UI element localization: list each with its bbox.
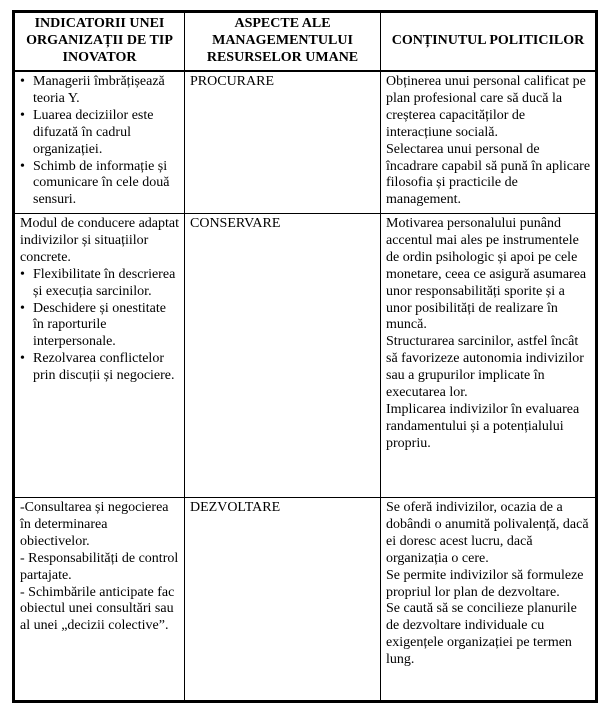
indicator-line: -Consultarea și negocierea în determinarea obiectivelor. [20,499,169,549]
list-item-text: Rezolvarea conflictelor prin discuții și negociere. [33,351,175,384]
cell-content-2 [381,213,597,497]
aspect-label: PROCURARE [190,73,275,89]
cell-content-1 [381,71,597,214]
list-item-text: Luarea deciziilor este difuzată în cadrul organizației. [33,107,154,157]
bullet-icon: • [20,351,25,367]
hr-policies-table [12,10,598,703]
list-item [20,267,180,301]
bullet-icon: • [20,158,25,174]
policy-paragraph: Obținerea unui personal calificat pe plan profesional care să ducă la creșterea capacităților de interacțiune socială. [386,73,586,140]
policy-paragraph: Se permite indivizilor să formuleze propriul lor plan de dezvoltare. [386,567,584,600]
policy-paragraph: Structurarea sarcinilor, astfel încât să favorizeze autonomia indivizilor sau a grupurilor implicate în executarea lor. [386,334,584,401]
cell-aspect-3 [185,497,381,701]
cell-indicators-1 [14,71,185,214]
header-indicators: INDICATORII UNEI ORGANIZAȚII DE TIP INOVATOR [14,12,185,71]
aspect-label: CONSERVARE [190,215,281,231]
bullet-icon: • [20,300,25,316]
cell-aspect-2 [185,213,381,497]
policy-paragraph: Implicarea indivizilor în evaluarea randamentului și a potențialului propriu. [386,402,580,451]
cell-indicators-3 [14,497,185,701]
bullet-icon: • [20,266,25,282]
list-item [20,301,180,352]
cell-content-3 [381,497,597,701]
policy-paragraph: Se oferă indivizilor, ocazia de a dobândi o anumită polivalență, dacă ei doresc acest lucru, dacă organizația o cere. [386,499,589,566]
indicator-line: - Schimbările anticipate fac obiectul unei consultări sau al unei „decizii colective”. [20,584,175,634]
table-row [14,497,597,701]
list-item-text: Schimb de informație și comunicare în cele două sensuri. [33,158,170,208]
header-content: CONȚINUTUL POLITICILOR [381,12,597,71]
list-item [20,108,180,159]
list-item-text: Flexibilitate în descrierea și execuția sarcinilor. [33,266,176,299]
policy-paragraph: Selectarea unui personal de încadrare capabil să pună în aplicare filosofia și practicile de management. [386,141,591,208]
bullet-icon: • [20,107,25,123]
list-item [20,74,180,108]
policy-paragraph: Se caută să se concilieze planurile de dezvoltare individuale cu exigențele organizației pe termen lung. [386,601,577,668]
table-row [14,71,597,214]
table-row [14,213,597,497]
indicator-line: - Responsabilități de control partajate. [20,550,179,583]
cell-aspect-1 [185,71,381,214]
list-item-text: Managerii îmbrățișează teoria Y. [33,73,165,106]
policy-paragraph: Motivarea personalului punând accentul mai ales pe instrumentele de ordin psihologic și apoi pe cele monetare, ceea ce asigură asumarea unor responsabilități sporite și a unor posibilități de realizare în muncă. [386,215,587,333]
list-item [20,159,180,210]
bullet-icon: • [20,73,25,89]
cell-indicators-2 [14,213,185,497]
header-aspects: ASPECTE ALE MANAGEMENTULUI RESURSELOR UMANE [185,12,381,71]
list-item-text: Deschidere și onestitate în raporturile interpersonale. [33,300,166,350]
list-item [20,351,180,385]
aspect-label: DEZVOLTARE [190,499,281,515]
indicator-intro: Modul de conducere adaptat indivizilor și situațiilor concrete. [20,215,179,265]
header-row [14,12,597,71]
